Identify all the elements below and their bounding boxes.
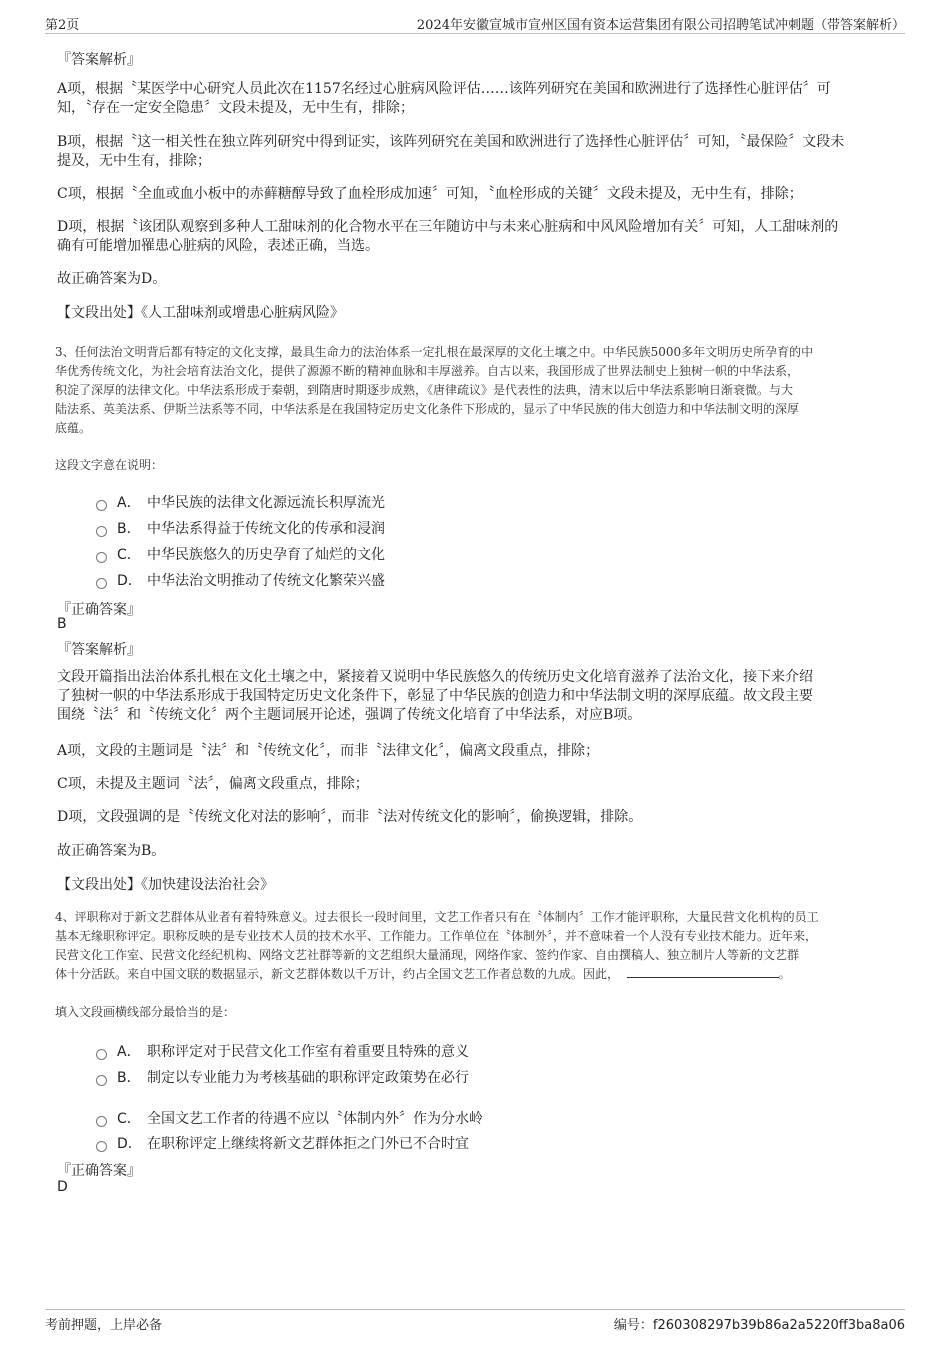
q4-stem bbox=[55, 908, 819, 984]
q3-option-a-analysis: A项，文段的主题词是〝法〞和〝传统文化〞，而非〝法律文化〞，偏离文段重点，排除； bbox=[57, 743, 600, 759]
radio-icon[interactable] bbox=[96, 526, 107, 537]
option-text: 在职称评定上继续将新文艺群体拒之门外已不合时宜 bbox=[147, 1136, 469, 1152]
q3-option-c-analysis: C项，未提及主题词〝法〞，偏离文段重点，排除； bbox=[57, 776, 369, 792]
option-letter: B． bbox=[117, 1070, 141, 1086]
option-text: 全国文艺工作者的待遇不应以〝体制内外〞作为分水岭 bbox=[147, 1111, 483, 1127]
text-line: 陆法系、英美法系、伊斯兰法系等不同，中华法系是在我国特定历史文化条件下形成的，显示了中华民族的伟大创造力和中华法制文明的深厚 bbox=[55, 402, 800, 416]
text-line: 民营文化工作室、民营文化经纪机构、网络文艺社群等新的文艺组织大量涌现，网络作家、签约作家、自由撰稿人、独立制片人等新的文艺群 bbox=[55, 948, 800, 962]
q4-correct-label: 『正确答案』 bbox=[57, 1163, 141, 1179]
text-line: 确有可能增加罹患心脏病的风险，表述正确，当选。 bbox=[57, 238, 379, 254]
stem-end: 。 bbox=[778, 967, 791, 981]
text-line: D项，根据〝该团队观察到多种人工甜味剂的化合物水平在三年随访中与未来心脏病和中风风险增加有关〞可知，人工甜味剂的 bbox=[57, 219, 839, 235]
text-line: 4、评职称对于新文艺群体从业者有着特殊意义。过去很长一段时间里，文艺工作者只有在〝体制内〞工作才能评职称，大量民营文化机构的员工 bbox=[55, 910, 819, 924]
q4-option-b[interactable] bbox=[96, 1067, 469, 1087]
option-text: 职称评定对于民营文化工作室有着重要且特殊的意义 bbox=[147, 1044, 469, 1060]
option-letter: A． bbox=[117, 495, 141, 511]
radio-icon[interactable] bbox=[96, 578, 107, 589]
text-line: 底蕴。 bbox=[55, 421, 92, 435]
q3-source: 【文段出处】《加快建设法治社会》 bbox=[57, 877, 274, 893]
radio-icon[interactable] bbox=[96, 552, 107, 563]
text-line: 华优秀传统文化，为社会培育法治文化，提供了源源不断的精神血脉和丰厚滋养。自古以来，我国形成了世界法制史上独树一帜的中华法系， bbox=[55, 364, 800, 378]
q3-option-b[interactable] bbox=[96, 518, 385, 538]
q2-option-d-analysis bbox=[57, 218, 838, 256]
text-line: 知，〝存在一定安全隐患〞文段未提及，无中生有，排除； bbox=[57, 100, 414, 116]
text-line: A项，根据〝某医学中心研究人员此次在1157名经过心脏病风险评估……该阵列研究在美国和欧洲进行了选择性心脏评估〞可 bbox=[57, 81, 831, 97]
q2-source: 【文段出处】《人工甜味剂或增患心脏病风险》 bbox=[57, 305, 344, 321]
radio-icon[interactable] bbox=[96, 1075, 107, 1086]
text-line: 基本无缘职称评定。职称反映的是专业技术人员的技术水平、工作能力。工作单位在〝体制外〞，并不意味着一个人没有专业技术能力。近年来， bbox=[55, 929, 818, 943]
page-number: 第2页 bbox=[45, 18, 80, 33]
q4-prompt: 填入文段画横线部分最恰当的是： bbox=[55, 1005, 236, 1019]
q4-option-a[interactable] bbox=[96, 1041, 469, 1061]
q2-option-b-analysis bbox=[57, 133, 844, 171]
radio-icon[interactable] bbox=[96, 1049, 107, 1060]
q4-option-d[interactable] bbox=[96, 1133, 469, 1153]
q2-option-c-analysis: C项，根据〝全血或血小板中的赤藓糖醇导致了血栓形成加速〞可知，〝血栓形成的关键〞文段未提及，无中生有，排除； bbox=[57, 186, 803, 202]
fill-blank bbox=[627, 965, 779, 978]
text-line: 围绕〝法〞和〝传统文化〞两个主题词展开论述，强调了传统文化培育了中华法系，对应B项。 bbox=[57, 707, 642, 723]
q4-option-c[interactable] bbox=[96, 1108, 483, 1128]
option-text: 中华民族的法律文化源远流长积厚流光 bbox=[147, 495, 385, 511]
footer-slogan: 考前押题，上岸必备 bbox=[45, 1318, 163, 1333]
document-title: 2024年安徽宣城市宣州区国有资本运营集团有限公司招聘笔试冲刺题（带答案解析） bbox=[416, 18, 905, 33]
q4-correct-answer: D bbox=[57, 1179, 68, 1195]
text-line: 积淀了深厚的法律文化。中华法系形成于秦朝，到隋唐时期逐步成熟，《唐律疏议》是代表性的法典，清末以后中华法系影响日渐衰微。与大 bbox=[55, 383, 794, 397]
q3-analysis-label: 『答案解析』 bbox=[57, 642, 141, 658]
header-divider bbox=[45, 33, 905, 34]
q3-correct-label: 『正确答案』 bbox=[57, 602, 141, 618]
text-line: 提及，无中生有，排除； bbox=[57, 153, 211, 169]
q2-conclusion: 故正确答案为D。 bbox=[57, 271, 167, 287]
document-id: 编号：f260308297b39b86a2a5220ff3ba8a06 bbox=[613, 1318, 905, 1333]
q2-option-a-analysis bbox=[57, 80, 831, 118]
option-text: 中华民族悠久的历史孕育了灿烂的文化 bbox=[147, 547, 385, 563]
text-line: B项，根据〝这一相关性在独立阵列研究中得到证实，该阵列研究在美国和欧洲进行了选择性心脏评估〞可知，〝最保险〞文段未 bbox=[57, 134, 845, 150]
q3-stem bbox=[55, 343, 813, 438]
text-line: 了独树一帜的中华法系形成于我国特定历史文化条件下，彰显了中华民族的创造力和中华法制文明的深厚底蕴。故文段主要 bbox=[57, 688, 813, 704]
option-letter: A． bbox=[117, 1044, 141, 1060]
radio-icon[interactable] bbox=[96, 500, 107, 511]
text-line: 文段开篇指出法治体系扎根在文化土壤之中，紧接着又说明中华民族悠久的传统历史文化培育滋养了法治文化，接下来介绍 bbox=[57, 669, 813, 685]
q3-analysis bbox=[57, 668, 813, 725]
stem-text: 体十分活跃。来自中国文联的数据显示，新文艺群体数以千万计，约占全国文艺工作者总数的九成。因此， bbox=[55, 967, 620, 981]
q2-analysis-label: 『答案解析』 bbox=[57, 52, 141, 68]
q3-option-a[interactable] bbox=[96, 492, 385, 512]
option-letter: B． bbox=[117, 521, 141, 537]
q3-option-c[interactable] bbox=[96, 544, 385, 564]
q3-conclusion: 故正确答案为B。 bbox=[57, 843, 166, 859]
q3-option-d[interactable] bbox=[96, 570, 385, 590]
footer-divider bbox=[45, 1309, 905, 1310]
option-text: 中华法治文明推动了传统文化繁荣兴盛 bbox=[147, 573, 385, 589]
q3-correct-answer: B bbox=[57, 616, 67, 632]
option-letter: C． bbox=[117, 547, 141, 563]
option-letter: C． bbox=[117, 1111, 141, 1127]
q3-option-d-analysis: D项，文段强调的是〝传统文化对法的影响〞，而非〝法对传统文化的影响〞，偷换逻辑，排除。 bbox=[57, 809, 643, 825]
q3-prompt: 这段文字意在说明： bbox=[55, 458, 164, 472]
option-text: 制定以专业能力为考核基础的职称评定政策势在必行 bbox=[147, 1070, 469, 1086]
text-line: 3、任何法治文明背后都有特定的文化支撑，最具生命力的法治体系一定扎根在最深厚的文化土壤之中。中华民族5000多年文明历史所孕育的中 bbox=[55, 345, 814, 359]
option-letter: D． bbox=[117, 573, 142, 589]
radio-icon[interactable] bbox=[96, 1116, 107, 1127]
option-letter: D． bbox=[117, 1136, 142, 1152]
option-text: 中华法系得益于传统文化的传承和浸润 bbox=[147, 521, 385, 537]
radio-icon[interactable] bbox=[96, 1141, 107, 1152]
text-line bbox=[55, 965, 819, 984]
